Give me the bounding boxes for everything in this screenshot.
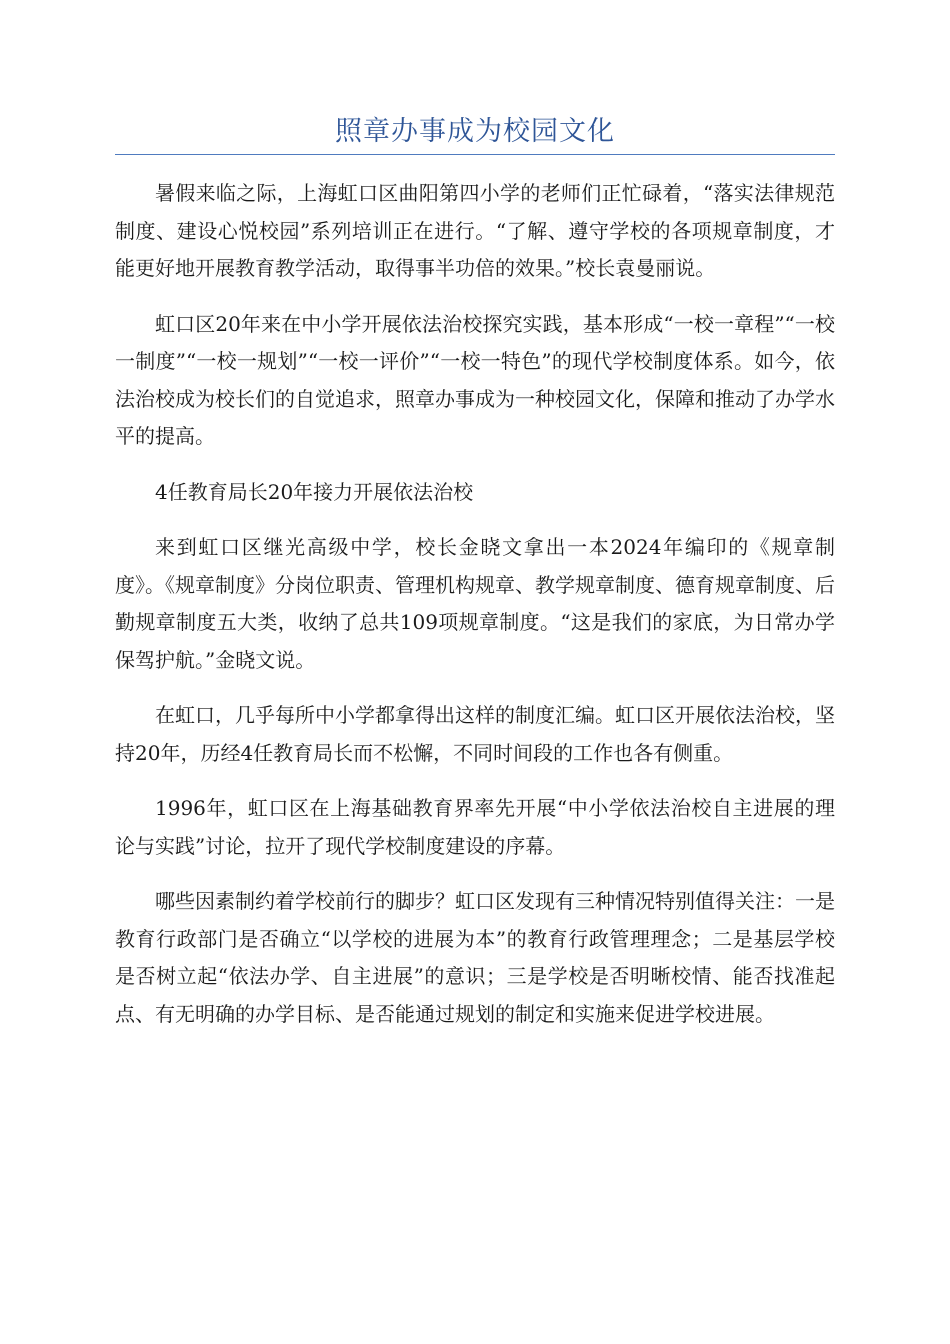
paragraph-3: 来到虹口区继光高级中学，校长金晓文拿出一本2024年编印的《规章制度》。《规章制度》分岗位职责、管理机构规章、教学规章制度、德育规章制度、后勤规章制度五大类，收纳了总共109项规章制度。“这是我们的家底，为日常办学保驾护航。”金晓文说。 [115,535,835,672]
paragraph-6: 哪些因素制约着学校前行的脚步？虹口区发现有三种情况特别值得关注：一是教育行政部门是否确立“以学校的进展为本”的教育行政管理理念；二是基层学校是否树立起“依法办学、自主进展”的意识；三是学校是否明晰校情、能否找准起点、有无明确的办学目标、是否能通过规划的制定和实施来促进学校进展。 [115,889,835,1026]
document-title: 照章办事成为校园文化 [335,116,615,147]
paragraph-5: 1996年，虹口区在上海基础教育界率先开展“中小学依法治校自主进展的理论与实践”讨论，拉开了现代学校制度建设的序幕。 [115,796,835,858]
paragraph-1: 暑假来临之际，上海虹口区曲阳第四小学的老师们正忙碌着，“落实法律规范制度、建设心悦校园”系列培训正在进行。“了解、遵守学校的各项规章制度，才能更好地开展教育教学活动，取得事半功倍的效果。”校长袁曼丽说。 [115,181,835,280]
paragraph-2: 虹口区20年来在中小学开展依法治校探究实践，基本形成“一校一章程”“一校一制度”“一校一规划”“一校一评价”“一校一特色”的现代学校制度体系。如今，依法治校成为校长们的自觉追求，照章办事成为一种校园文化，保障和推动了办学水平的提高。 [115,311,835,448]
document-body [115,175,835,1051]
section-heading: 4任教育局长20年接力开展依法治校 [155,479,474,504]
paragraph-4: 在虹口，几乎每所中小学都拿得出这样的制度汇编。虹口区开展依法治校，坚持20年，历经4任教育局长而不松懈，不同时间段的工作也各有侧重。 [115,703,835,765]
title-underline [115,154,835,155]
